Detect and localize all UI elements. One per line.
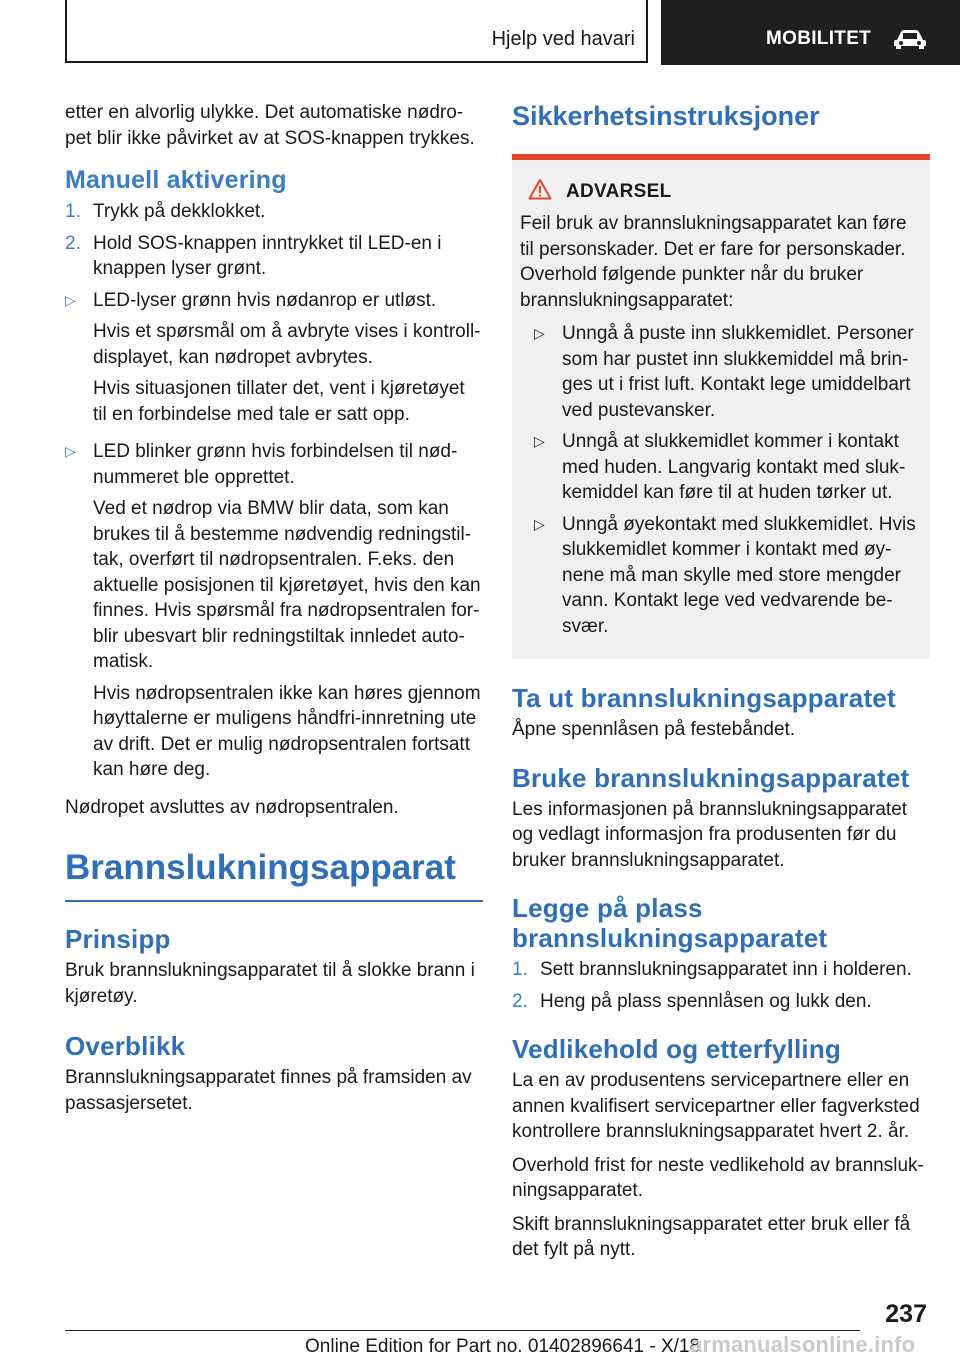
bullet-text: Unngå å puste inn slukkemidlet. Personer som har pustet inn slukkemiddel må bringes ut i frist luft. Kontakt lege umiddelbart ved pustevansker. — [562, 323, 914, 421]
step-number: 2. — [65, 232, 81, 254]
triangle-bullet-icon: ▷ — [65, 443, 76, 459]
step-text: Sett brannslukningsapparatet inn i holderen. — [540, 959, 912, 980]
section-title: Hjelp ved havari — [491, 28, 635, 50]
step-number: 2. — [512, 990, 528, 1012]
step-text: Trykk på dekklokket. — [93, 201, 266, 222]
use-heading: Bruke brannslukningsapparatet — [512, 762, 910, 793]
use-text: Les informasjonen på brannslukningsapparatet og vedlagt informasjon fra produsenten før du bruker brannslukningsapparatet. — [512, 798, 908, 871]
list-item — [512, 989, 930, 1015]
list-item — [65, 231, 483, 282]
bullet-text: LED-lyser grønn hvis nødanrop er utløst. — [93, 289, 437, 311]
overblikk-heading: Overblikk — [65, 1031, 186, 1061]
list-item — [534, 429, 922, 506]
right-column — [512, 100, 930, 1271]
step-number: 1. — [512, 959, 528, 980]
maintenance-text: Overhold frist for neste vedlikehold av brannslukningsapparatet. — [512, 1154, 924, 1201]
triangle-bullet-icon: ▷ — [534, 433, 545, 449]
left-column — [65, 100, 483, 1124]
list-item — [65, 288, 483, 434]
maintenance-heading: Vedlikehold og etterfylling — [512, 1034, 842, 1064]
list-item — [65, 439, 483, 789]
step-number: 1. — [65, 201, 81, 222]
bullet-text: Hvis et spørsmål om å avbryte vises i kontrolldisplayet, kan nødropet avbrytes. — [93, 321, 481, 368]
main-heading: Brannslukningsapparat — [65, 846, 483, 902]
warning-text: Feil bruk av brannslukningsapparatet kan føre til personskader. Det er fare for personskader. Overhold følgende punkter når du bruker brannslukningsapparatet: — [520, 213, 907, 311]
chapter-tab — [661, 0, 960, 65]
triangle-bullet-icon: ▷ — [534, 515, 545, 532]
bullet-text: Ved et nødrop via BMW blir data, som kan brukes til å bestemme nødvendig redningstiltak, overført til nødropsentralen. F.eks. den aktuelle posisjonen til kjøretøyet, hvis den kan finnes. Hvis spørsmål fra nødropsentralen forblir ubesvart blir redningstiltak innledet automatisk. — [93, 498, 481, 672]
triangle-bullet-icon: ▷ — [534, 325, 545, 341]
end-text: Nødropet avsluttes av nødropsentralen. — [65, 796, 399, 818]
chapter-label: MOBILITET — [766, 28, 872, 49]
watermark: armanualsonline.info — [690, 1332, 916, 1357]
take-out-heading: Ta ut brannslukningsapparatet — [512, 683, 896, 713]
place-heading: Legge på plass brannslukningsapparatet — [512, 893, 828, 953]
list-item — [65, 199, 483, 225]
warning-box — [512, 154, 930, 659]
maintenance-text: Skift brannslukningsapparatet etter bruk eller få det fylt på nytt. — [512, 1213, 911, 1260]
safety-heading: Sikkerhetsinstruksjoner — [512, 101, 820, 131]
bullet-text: LED blinker grønn hvis forbindelsen til nødnummeret ble opprettet. — [93, 441, 458, 488]
prinsipp-heading: Prinsipp — [65, 924, 171, 954]
triangle-bullet-icon: ▷ — [65, 291, 76, 308]
warning-triangle-icon — [528, 178, 552, 205]
manual-activation-heading: Manuell aktivering — [65, 166, 287, 194]
step-text: Heng på plass spennlåsen og lukk den. — [540, 990, 872, 1012]
list-item — [534, 512, 922, 640]
maintenance-text: La en av produsentens servicepartnere eller en annen kvalifisert servicepartner eller fagverksted kontrollere brannslukningsapparatet hvert 2. år. — [512, 1070, 920, 1142]
overblikk-text: Brannslukningsapparatet finnes på framsiden av passasjersetet. — [65, 1067, 472, 1114]
bullet-text: Hvis situasjonen tillater det, vent i kjøretøyet til en forbindelse med tale er satt opp. — [93, 378, 465, 425]
list-item — [534, 321, 922, 423]
edition-text: Online Edition for Part no. 01402896641 - X/18 — [305, 1336, 701, 1357]
intro-text: etter en alvorlig ulykke. Det automatiske nødropet blir ikke påvirket av at SOS-knappen trykkes. — [65, 102, 475, 149]
prinsipp-text: Bruk brannslukningsapparatet til å slokke brann i kjøretøy. — [65, 960, 475, 1007]
bullet-text: Unngå at slukkemidlet kommer i kontakt med huden. Langvarig kontakt med slukkemiddel kan føre til at huden tørker ut. — [562, 431, 906, 503]
footer-divider — [65, 1330, 860, 1331]
bullet-text: Unngå øyekontakt med slukkemidlet. Hvis slukkemidlet kommer i kontakt med øynene må man skylle med store mengder vann. Kontakt lege ved vedvarende besvær. — [562, 513, 916, 637]
page-number: 237 — [885, 1300, 927, 1328]
car-icon — [893, 28, 927, 55]
list-item — [512, 957, 930, 983]
warning-header — [528, 178, 922, 205]
step-text: Hold SOS-knappen inntrykket til LED-en i knappen lyser grønt. — [93, 232, 442, 279]
warning-title: ADVARSEL — [566, 180, 672, 202]
bullet-text: Hvis nødropsentralen ikke kan høres gjennom høyttalerne er muligens håndfri-innretning ute av drift. Det er mulig nødropsentralen fortsatt kan høre deg. — [93, 682, 481, 780]
take-out-text: Åpne spennlåsen på festebåndet. — [512, 719, 796, 740]
